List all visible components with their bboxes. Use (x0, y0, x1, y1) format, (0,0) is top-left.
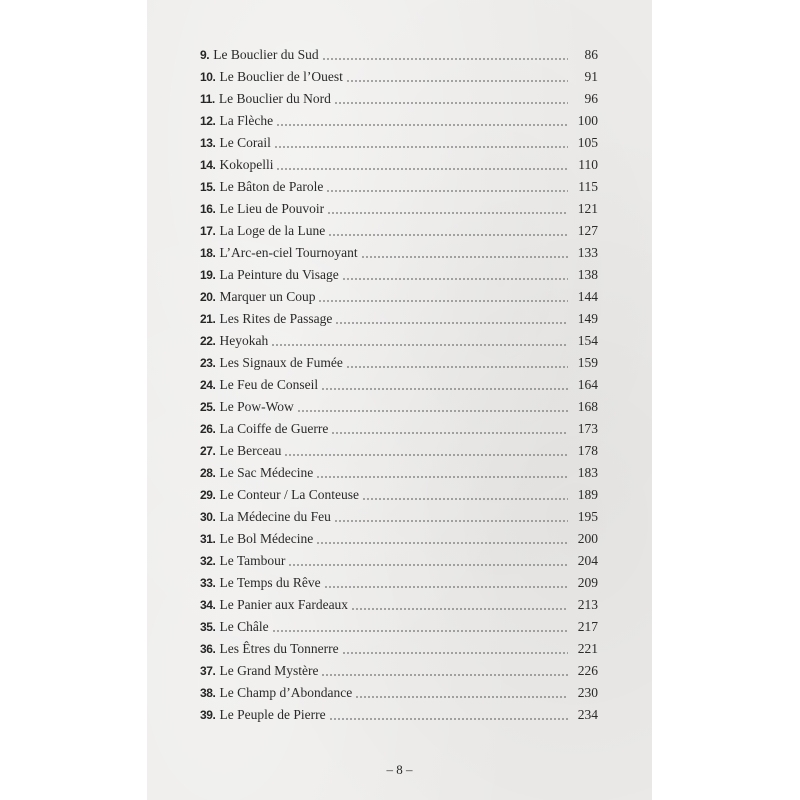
page-folio: – 8 – (386, 762, 413, 777)
entry-number: 34. (200, 598, 216, 612)
dot-leader (334, 102, 568, 104)
dot-leader (328, 234, 568, 236)
entry-title: Le Champ d’Abondance (219, 685, 353, 700)
toc-list (200, 44, 598, 726)
entry-page-number: 105 (577, 135, 598, 150)
entry-title: Le Tambour (219, 553, 286, 568)
entry-page-number: 96 (584, 91, 598, 106)
dot-leader (318, 300, 568, 302)
entry-title: La Loge de la Lune (219, 223, 326, 238)
toc-entry (200, 550, 598, 572)
entry-page-number: 110 (578, 157, 598, 172)
entry-number: 30. (200, 510, 216, 524)
book-page (147, 0, 652, 800)
entry-title: Le Châle (219, 619, 269, 634)
toc-entry (200, 352, 598, 374)
dot-leader (342, 652, 568, 654)
dot-leader (322, 58, 568, 60)
entry-number: 29. (200, 488, 216, 502)
toc-entry (200, 330, 598, 352)
entry-number: 20. (200, 290, 216, 304)
toc-entry (200, 462, 598, 484)
toc-entry (200, 484, 598, 506)
toc-entry (200, 286, 598, 308)
entry-number: 17. (200, 224, 216, 238)
entry-title: Marquer un Coup (219, 289, 316, 304)
entry-number: 9. (200, 48, 210, 62)
entry-title: Le Bouclier du Sud (213, 47, 319, 62)
toc-entry (200, 616, 598, 638)
entry-page-number: 195 (577, 509, 598, 524)
dot-leader (342, 278, 568, 280)
dot-leader (335, 322, 568, 324)
dot-leader (297, 410, 568, 412)
dot-leader (361, 256, 568, 258)
toc-entry (200, 418, 598, 440)
entry-number: 38. (200, 686, 216, 700)
dot-leader (346, 366, 568, 368)
entry-page-number: 178 (577, 443, 598, 458)
entry-page-number: 230 (577, 685, 598, 700)
entry-number: 22. (200, 334, 216, 348)
toc-entry (200, 154, 598, 176)
entry-title: Les Signaux de Fumée (219, 355, 343, 370)
entry-page-number: 168 (577, 399, 598, 414)
toc-entry (200, 440, 598, 462)
entry-number: 31. (200, 532, 216, 546)
entry-page-number: 200 (577, 531, 598, 546)
entry-number: 19. (200, 268, 216, 282)
dot-leader (316, 476, 568, 478)
entry-number: 27. (200, 444, 216, 458)
dot-leader (334, 520, 568, 522)
entry-title: Le Berceau (219, 443, 282, 458)
entry-title: Le Lieu de Pouvoir (219, 201, 325, 216)
entry-title: Heyokah (219, 333, 269, 348)
toc-entry (200, 88, 598, 110)
entry-page-number: 138 (577, 267, 598, 282)
entry-page-number: 173 (577, 421, 598, 436)
entry-title: Le Feu de Conseil (219, 377, 319, 392)
entry-number: 36. (200, 642, 216, 656)
dot-leader (276, 168, 568, 170)
dot-leader (316, 542, 568, 544)
dot-leader (329, 718, 568, 720)
entry-title: Le Bâton de Parole (219, 179, 324, 194)
dot-leader (321, 388, 568, 390)
entry-number: 24. (200, 378, 216, 392)
dot-leader (324, 586, 568, 588)
dot-leader (271, 344, 568, 346)
entry-number: 13. (200, 136, 216, 150)
entry-number: 10. (200, 70, 216, 84)
toc-entry (200, 66, 598, 88)
dot-leader (321, 674, 568, 676)
toc-entry (200, 660, 598, 682)
toc-entry (200, 594, 598, 616)
dot-leader (288, 564, 568, 566)
entry-title: La Peinture du Visage (219, 267, 339, 282)
entry-title: Les Êtres du Tonnerre (219, 641, 339, 656)
entry-page-number: 86 (584, 47, 598, 62)
entry-title: La Médecine du Feu (219, 509, 331, 524)
entry-number: 15. (200, 180, 216, 194)
dot-leader (346, 80, 568, 82)
entry-title: Le Temps du Rêve (219, 575, 321, 590)
entry-page-number: 221 (577, 641, 598, 656)
entry-page-number: 121 (577, 201, 598, 216)
entry-page-number: 213 (577, 597, 598, 612)
dot-leader (272, 630, 568, 632)
entry-title: Les Rites de Passage (219, 311, 333, 326)
toc-entry (200, 132, 598, 154)
entry-number: 37. (200, 664, 216, 678)
entry-page-number: 100 (577, 113, 598, 128)
entry-page-number: 189 (577, 487, 598, 502)
entry-page-number: 115 (578, 179, 598, 194)
entry-number: 12. (200, 114, 216, 128)
entry-page-number: 226 (577, 663, 598, 678)
toc-entry (200, 374, 598, 396)
dot-leader (351, 608, 568, 610)
entry-title: L’Arc-en-ciel Tournoyant (219, 245, 358, 260)
entry-title: Le Peuple de Pierre (219, 707, 326, 722)
entry-number: 21. (200, 312, 216, 326)
entry-page-number: 234 (577, 707, 598, 722)
toc-entry (200, 308, 598, 330)
entry-page-number: 164 (577, 377, 598, 392)
entry-title: Le Bouclier de l’Ouest (219, 69, 343, 84)
toc-entry (200, 572, 598, 594)
entry-number: 39. (200, 708, 216, 722)
entry-title: Le Sac Médecine (219, 465, 314, 480)
entry-number: 11. (200, 92, 215, 106)
toc-entry (200, 44, 598, 66)
entry-number: 33. (200, 576, 216, 590)
entry-number: 35. (200, 620, 216, 634)
toc-entry (200, 638, 598, 660)
toc-entry (200, 528, 598, 550)
entry-title: La Coiffe de Guerre (219, 421, 329, 436)
dot-leader (362, 498, 568, 500)
entry-title: Kokopelli (219, 157, 274, 172)
entry-number: 16. (200, 202, 216, 216)
toc-entry (200, 506, 598, 528)
entry-page-number: 159 (577, 355, 598, 370)
entry-page-number: 204 (577, 553, 598, 568)
entry-page-number: 217 (577, 619, 598, 634)
entry-page-number: 154 (577, 333, 598, 348)
toc-entry (200, 220, 598, 242)
toc-entry (200, 198, 598, 220)
toc-entry (200, 396, 598, 418)
dot-leader (274, 146, 568, 148)
toc-entry (200, 704, 598, 726)
entry-number: 23. (200, 356, 216, 370)
toc-entry (200, 264, 598, 286)
entry-number: 26. (200, 422, 216, 436)
toc-entry (200, 242, 598, 264)
entry-number: 18. (200, 246, 216, 260)
entry-page-number: 144 (577, 289, 598, 304)
toc-entry (200, 176, 598, 198)
entry-title: Le Bol Médecine (219, 531, 314, 546)
entry-page-number: 209 (577, 575, 598, 590)
entry-title: Le Grand Mystère (219, 663, 319, 678)
dot-leader (326, 190, 568, 192)
dot-leader (276, 124, 568, 126)
entry-title: Le Conteur / La Conteuse (219, 487, 359, 502)
entry-number: 32. (200, 554, 216, 568)
entry-number: 25. (200, 400, 216, 414)
entry-page-number: 183 (577, 465, 598, 480)
toc-entry (200, 682, 598, 704)
entry-title: Le Bouclier du Nord (218, 91, 331, 106)
entry-title: Le Corail (219, 135, 271, 150)
entry-page-number: 149 (577, 311, 598, 326)
entry-page-number: 91 (584, 69, 598, 84)
toc-entry (200, 110, 598, 132)
entry-title: Le Pow-Wow (219, 399, 294, 414)
entry-number: 14. (200, 158, 216, 172)
entry-page-number: 127 (577, 223, 598, 238)
entry-number: 28. (200, 466, 216, 480)
dot-leader (331, 432, 568, 434)
entry-title: Le Panier aux Fardeaux (219, 597, 349, 612)
entry-page-number: 133 (577, 245, 598, 260)
entry-title: La Flèche (219, 113, 274, 128)
dot-leader (284, 454, 568, 456)
dot-leader (355, 696, 568, 698)
dot-leader (327, 212, 568, 214)
